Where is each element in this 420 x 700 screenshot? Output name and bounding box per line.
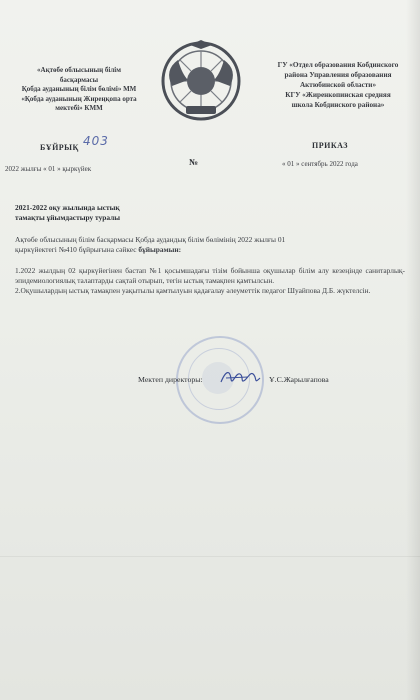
header-right-line: ГУ «Отдел образования Кобдинского	[277, 61, 399, 69]
header-left-line: «Қобда ауданының Жиреңқопа орта	[21, 94, 137, 103]
order-date-kz: 2022 жылғы « 01 » қыркүйек	[5, 165, 92, 173]
director-name: Ұ.С.Жарылғапова	[269, 375, 329, 384]
number-sign: №	[189, 157, 199, 167]
order-title-ru: ПРИКАЗ	[312, 141, 348, 150]
order-date-ru: « 01 » сентябрь 2022 года	[282, 160, 358, 168]
order-subject-title	[15, 203, 245, 223]
header-left-kz	[4, 66, 154, 114]
header-left-line: мектебі» КММ	[55, 104, 103, 112]
header-right-line: школа Кобдинского района»	[291, 101, 385, 109]
header-left-line: «Ақтөбе облысының білім	[37, 66, 121, 74]
order-item: 2.Оқушылардың ыстық тамақпен уақытылы қамтылуын қадағалау әлеуметтік педагог Шуайпова Д.Б. жүктелсін.	[15, 285, 371, 295]
basis-line	[15, 245, 405, 255]
order-title-kz: БҰЙРЫҚ	[40, 143, 79, 152]
header-right-line: КГУ «Жиренкопинская средняя	[285, 91, 391, 99]
handwritten-order-number: 403	[83, 134, 109, 148]
order-items	[15, 266, 405, 295]
title-line: 2021-2022 оқу жылында ыстық	[15, 203, 120, 212]
header-right-line: района Управления образования	[284, 71, 392, 79]
order-basis-paragraph	[15, 235, 405, 255]
basis-line: Ақтөбе облысының білім басқармасы Қобда аудандық білім бөлімінің 2022 жылғы 01	[15, 235, 286, 244]
signature-label: Мектеп директоры:	[138, 375, 203, 384]
basis-command: бұйырамын:	[138, 244, 182, 254]
state-emblem-icon	[160, 40, 242, 122]
header-left-line: Қобда ауданының білім бөлімі» ММ	[21, 85, 137, 93]
title-line: тамақты ұйымдастыру туралы	[15, 213, 121, 222]
header-right-line: Актюбинской области»	[299, 81, 377, 89]
handwritten-signature	[218, 366, 262, 388]
header-right-ru	[258, 60, 418, 110]
header-left-line: басқармасы	[59, 75, 99, 84]
order-item: 1.2022 жылдың 02 қыркүйегінен бастап №1 қосымшадағы тізім бойынша оқушылар білім алу кезеңінде санитарлық-эпидемиологиялық талаптарды сақтай отырып, тегін ыстық тамақпен қамтылсын.	[15, 266, 405, 285]
paper-fold-line	[0, 556, 420, 557]
basis-line-text: қыркүйектегі №410 бұйрығына сәйкес	[15, 244, 139, 254]
